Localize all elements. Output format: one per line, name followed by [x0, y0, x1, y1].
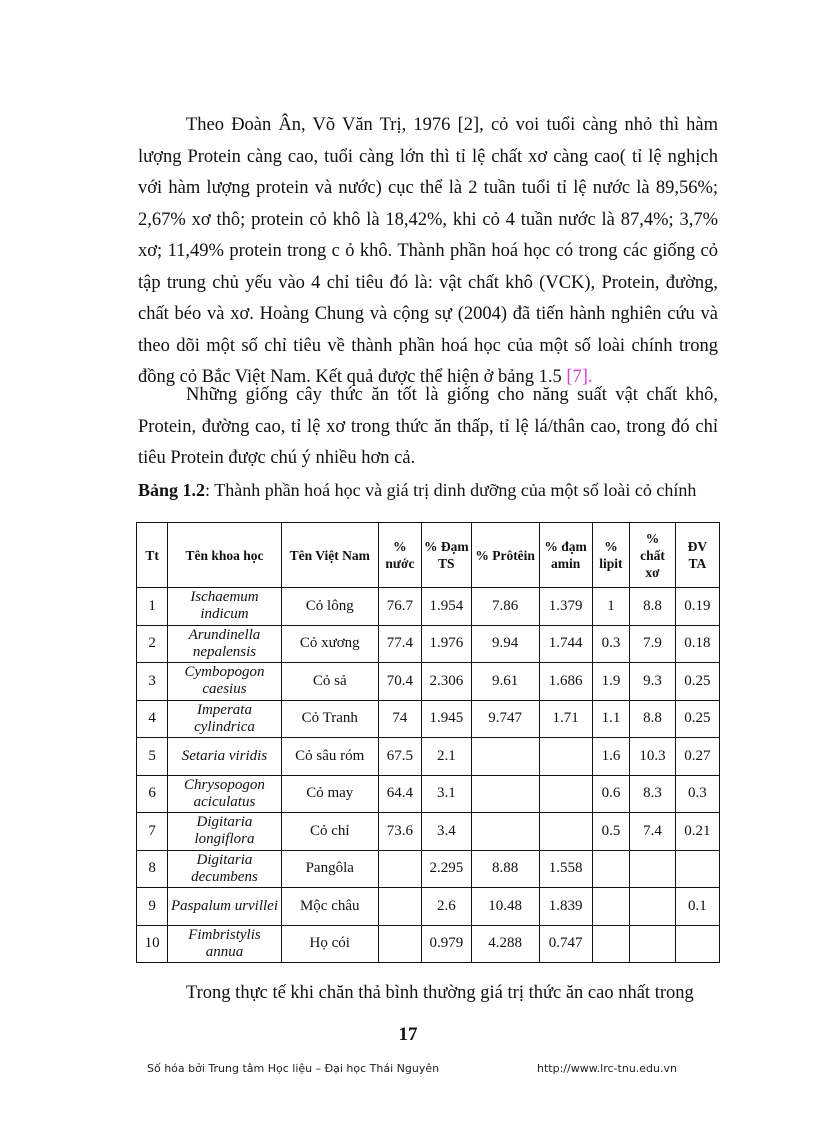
table-cell	[539, 738, 592, 776]
table-cell	[471, 738, 539, 776]
scientific-name-cell: Imperata cylindrica	[168, 700, 281, 738]
table-cell: 2.6	[421, 888, 471, 926]
scientific-name-cell: Chrysopogon aciculatus	[168, 775, 281, 813]
table-cell: 3.1	[421, 775, 471, 813]
table-header-cell: ĐV TA	[675, 523, 719, 588]
table-cell: 7	[137, 813, 168, 851]
table-cell: 73.6	[378, 813, 421, 851]
table-cell: 70.4	[378, 663, 421, 701]
table-cell: 64.4	[378, 775, 421, 813]
table-cell: Cỏ Tranh	[281, 700, 378, 738]
table-cell: 1	[592, 588, 630, 626]
table-cell: 7.4	[630, 813, 675, 851]
table-cell: 1	[137, 588, 168, 626]
table-row	[137, 850, 720, 888]
table-cell: Họ cói	[281, 925, 378, 963]
table-cell: 1.558	[539, 850, 592, 888]
table-cell: 1.686	[539, 663, 592, 701]
table-cell	[378, 850, 421, 888]
table-cell: 76.7	[378, 588, 421, 626]
table-cell: 9.94	[471, 625, 539, 663]
table-cell: 7.86	[471, 588, 539, 626]
table-cell: 5	[137, 738, 168, 776]
table-cell: 2.306	[421, 663, 471, 701]
table-cell: 2	[137, 625, 168, 663]
table-cell: 4.288	[471, 925, 539, 963]
table-cell: 2.1	[421, 738, 471, 776]
footer-url[interactable]: http://www.lrc-tnu.edu.vn	[537, 1062, 677, 1075]
table-header-cell: % lipit	[592, 523, 630, 588]
table-row	[137, 738, 720, 776]
table-header-cell: % Prôtêin	[471, 523, 539, 588]
table-cell: Cỏ may	[281, 775, 378, 813]
table-cell: 0.979	[421, 925, 471, 963]
table-cell: 0.1	[675, 888, 719, 926]
table-cell	[592, 888, 630, 926]
table-cell: 3.4	[421, 813, 471, 851]
paragraph-2-text: Những giống cây thức ăn tốt là giống cho năng suất vật chất khô, Protein, đường cao, tỉ lệ xơ trong thức ăn thấp, tỉ lệ lá/thân cao, trong đó chỉ tiêu Protein được chú ý nhiều hơn cả.	[138, 385, 718, 468]
table-header-cell: Tên Việt Nam	[281, 523, 378, 588]
table-cell: 9	[137, 888, 168, 926]
table-cell	[539, 813, 592, 851]
table-cell	[675, 850, 719, 888]
table-body	[137, 588, 720, 963]
table-header-cell: % nước	[378, 523, 421, 588]
scientific-name-cell: Ischaemum indicum	[168, 588, 281, 626]
table-cell: 0.19	[675, 588, 719, 626]
table-cell: Cỏ lông	[281, 588, 378, 626]
table-row	[137, 700, 720, 738]
paragraph-3: Trong thực tế khi chăn thả bình thường giá trị thức ăn cao nhất trong	[186, 983, 694, 1003]
table-cell: 1.71	[539, 700, 592, 738]
table-caption	[138, 480, 738, 501]
table-cell: 0.747	[539, 925, 592, 963]
table-cell: Pangôla	[281, 850, 378, 888]
table-cell: 6	[137, 775, 168, 813]
paragraph-2	[138, 380, 718, 475]
table-cell: Cỏ chỉ	[281, 813, 378, 851]
table-cell	[630, 925, 675, 963]
table-cell: 0.18	[675, 625, 719, 663]
scientific-name-cell: Paspalum urvillei	[168, 888, 281, 926]
table-cell: 0.21	[675, 813, 719, 851]
table-cell	[592, 925, 630, 963]
table-cell: 10.48	[471, 888, 539, 926]
table-cell: 1.379	[539, 588, 592, 626]
table-header-cell: % đạm amin	[539, 523, 592, 588]
table-header-cell: % chất xơ	[630, 523, 675, 588]
table-cell: 1.945	[421, 700, 471, 738]
scientific-name-cell: Cymbopogon caesius	[168, 663, 281, 701]
table-cell: 8.88	[471, 850, 539, 888]
table-cell: 0.27	[675, 738, 719, 776]
table-cell: 2.295	[421, 850, 471, 888]
table-cell: 0.5	[592, 813, 630, 851]
table-cell: 0.3	[675, 775, 719, 813]
table-cell: Cỏ sâu róm	[281, 738, 378, 776]
table-cell: 1.839	[539, 888, 592, 926]
table-cell: Mộc châu	[281, 888, 378, 926]
page-number: 17	[398, 1024, 418, 1045]
table-cell	[378, 888, 421, 926]
table-cell: 0.25	[675, 700, 719, 738]
table-header-cell: % Đạm TS	[421, 523, 471, 588]
table-cell	[630, 850, 675, 888]
table-caption-text: : Thành phần hoá học và giá trị dinh dưỡng của một số loài cỏ chính	[205, 480, 697, 500]
paragraph-1	[138, 110, 718, 394]
table-row	[137, 925, 720, 963]
table-row	[137, 813, 720, 851]
table-cell: 3	[137, 663, 168, 701]
table-cell: 1.976	[421, 625, 471, 663]
table-cell	[378, 925, 421, 963]
table-cell	[592, 850, 630, 888]
table-cell: 74	[378, 700, 421, 738]
table-header-row	[137, 523, 720, 588]
table-row	[137, 888, 720, 926]
scientific-name-cell: Setaria viridis	[168, 738, 281, 776]
citation-link[interactable]: [7].	[566, 367, 593, 387]
table-cell: Cỏ sả	[281, 663, 378, 701]
nutrition-table	[136, 522, 720, 963]
scientific-name-cell: Arundinella nepalensis	[168, 625, 281, 663]
table-row	[137, 588, 720, 626]
footer-left: Số hóa bởi Trung tâm Học liệu – Đại học Thái Nguyên	[147, 1062, 440, 1075]
table-cell: 8	[137, 850, 168, 888]
table-cell: 0.6	[592, 775, 630, 813]
table-cell	[630, 888, 675, 926]
paragraph-1-text: Theo Đoàn Ân, Võ Văn Trị, 1976 [2], cỏ voi tuổi càng nhỏ thì hàm lượng Protein càng cao, tuổi càng lớn thì tỉ lệ chất xơ càng cao( tỉ lệ nghịch với hàm lượng protein và nước) cục thể là 2 tuần tuổi tỉ lệ nước là 89,56%; 2,67% xơ thô; protein cỏ khô là 18,42%, khi cỏ 4 tuần nước là 87,4%; 3,7% xơ; 11,49% protein trong c ỏ khô. Thành phần hoá học có trong các giống cỏ tập trung chủ yếu vào 4 chỉ tiêu đó là: vật chất khô (VCK), Protein, đường, chất béo và xơ. Hoàng Chung và cộng sự (2004) đã tiến hành nghiên cứu và theo dõi một số chỉ tiêu về thành phần hoá học của một số loài chính trong đồng cỏ Bắc Việt Nam. Kết quả được thể hiện ở bảng 1.5	[138, 115, 718, 387]
table-header-cell: Tên khoa học	[168, 523, 281, 588]
scientific-name-cell: Fimbristylis annua	[168, 925, 281, 963]
table-cell: 0.25	[675, 663, 719, 701]
table-row	[137, 663, 720, 701]
scientific-name-cell: Digitaria longiflora	[168, 813, 281, 851]
table-cell: 9.3	[630, 663, 675, 701]
table-cell: 1.954	[421, 588, 471, 626]
scientific-name-cell: Digitaria decumbens	[168, 850, 281, 888]
table-cell: 1.744	[539, 625, 592, 663]
table-cell: 10.3	[630, 738, 675, 776]
table-cell: 1.6	[592, 738, 630, 776]
table-cell: 9.61	[471, 663, 539, 701]
table-cell: Cỏ xương	[281, 625, 378, 663]
table-cell	[675, 925, 719, 963]
table-row	[137, 775, 720, 813]
table-cell: 77.4	[378, 625, 421, 663]
table-cell	[471, 775, 539, 813]
table-cell: 7.9	[630, 625, 675, 663]
table-cell	[539, 775, 592, 813]
table-cell: 8.3	[630, 775, 675, 813]
table-row	[137, 625, 720, 663]
table-cell: 1.9	[592, 663, 630, 701]
table-cell: 67.5	[378, 738, 421, 776]
table-caption-label: Bảng 1.2	[138, 480, 206, 500]
table-cell: 8.8	[630, 588, 675, 626]
table-cell: 9.747	[471, 700, 539, 738]
table-cell: 8.8	[630, 700, 675, 738]
table-header-cell: Tt	[137, 523, 168, 588]
table-cell: 4	[137, 700, 168, 738]
table-cell: 10	[137, 925, 168, 963]
table-cell	[471, 813, 539, 851]
table-cell: 0.3	[592, 625, 630, 663]
table-cell: 1.1	[592, 700, 630, 738]
